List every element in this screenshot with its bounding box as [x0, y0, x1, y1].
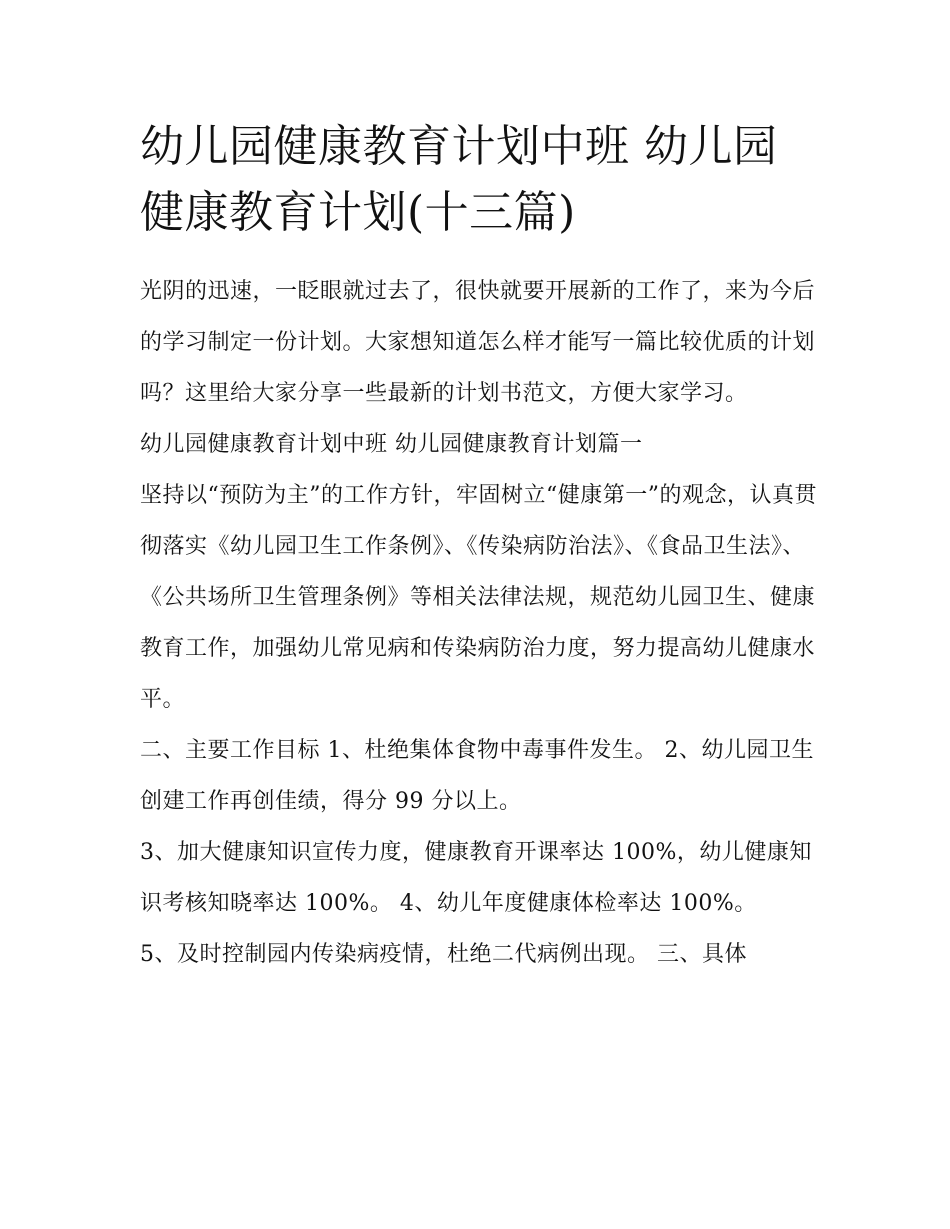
paragraph-goals-3: 5、及时控制园内传染病疫情，杜绝二代病例出现。 三、具体: [140, 942, 747, 967]
document-title: 幼儿园健康教育计划中班 幼儿园健康教育计划(十三篇): [140, 121, 778, 238]
paragraph-guideline: 坚持以“预防为主”的工作方针，牢固树立“健康第一”的观念，认真贯彻落实《幼儿园卫生工作条例》、《传染病防治法》、《食品卫生法》、《公共场所卫生管理条例》等相关法律法规，规范幼儿园卫生、健康教育工作，加强幼儿常见病和传染病防治力度，努力提高幼儿健康水平。: [140, 483, 817, 712]
document-body: [140, 266, 820, 980]
paragraph-goals-1: 二、主要工作目标 1、杜绝集体食物中毒事件发生。 2、幼儿园卫生创建工作再创佳绩，得分 99 分以上。: [140, 738, 814, 814]
paragraph-goals-2: 3、加大健康知识宣传力度，健康教育开课率达 100%，幼儿健康知识考核知晓率达 100%。 4、幼儿年度健康体检率达 100%。: [140, 840, 812, 916]
paragraph-intro: 光阴的迅速，一眨眼就过去了，很快就要开展新的工作了，来为今后的学习制定一份计划。大家想知道怎么样才能写一篇比较优质的计划吗？这里给大家分享一些最新的计划书范文，方便大家学习。: [140, 279, 816, 406]
document-content: [140, 114, 820, 980]
paragraph-section-heading: 幼儿园健康教育计划中班 幼儿园健康教育计划篇一: [140, 432, 643, 457]
